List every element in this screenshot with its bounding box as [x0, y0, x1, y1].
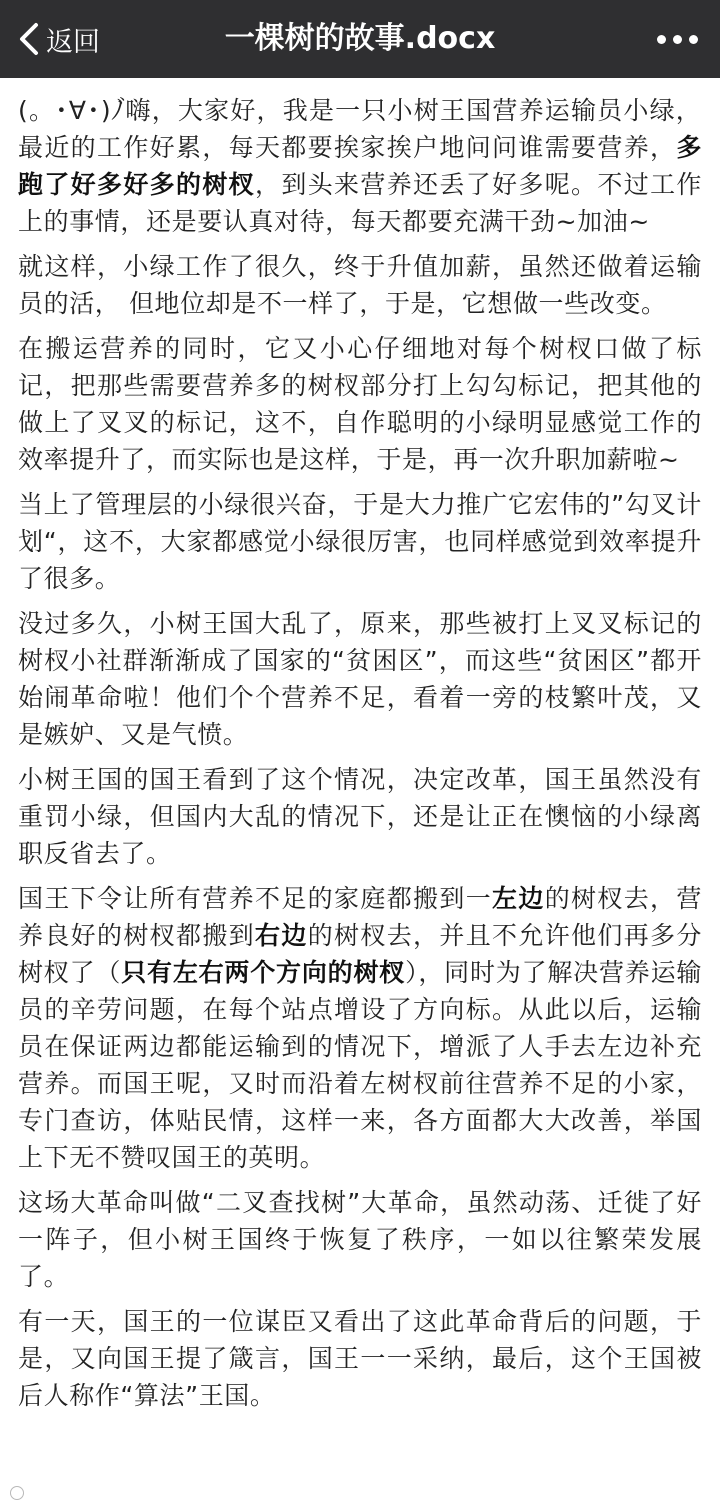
document-paragraph: [18, 248, 702, 322]
paragraph-text: 在搬运营养的同时，它又小心仔细地对每个树杈口做了标记，把那些需要营养多的树杈部分打上勾勾标记，把其他的做上了叉叉的标记，这不，自作聪明的小绿明显感觉工作的效率提升了，而实际也是这样，于是，再一次升职加薪啦~: [18, 334, 702, 474]
paragraph-text: 有一天，国王的一位谋臣又看出了这此革命背后的问题，于是，又向国王提了箴言，国王一一采纳，最后，这个王国被后人称作“算法”王国。: [18, 1307, 702, 1410]
more-icon: [657, 35, 698, 44]
chevron-left-icon: [18, 22, 40, 56]
back-button[interactable]: [18, 0, 100, 78]
document-paragraph: [18, 92, 702, 240]
paragraph-text: 的树杈去，并且不允许他们再多分树杈了（: [18, 921, 702, 987]
document-paragraph: [18, 605, 702, 753]
paragraph-text: ，到头来营养还丢了好多呢。不过工作上的事情，还是要认真对待，每天都要充满干劲~加油~: [18, 170, 703, 236]
document-paragraph: [18, 1184, 702, 1295]
watermark: [10, 1486, 24, 1500]
watermark-logo-icon: [10, 1486, 24, 1500]
document-title: 一棵树的故事.docx: [224, 21, 496, 56]
document-paragraph: [18, 880, 702, 1176]
bold-text: 只有左右两个方向的树杈: [121, 958, 406, 987]
top-navigation-bar: [0, 0, 720, 78]
paragraph-text: 这场大革命叫做“二叉查找树”大革命，虽然动荡、迁徙了好一阵子，但小树王国终于恢复了秩序，一如以往繁荣发展了。: [18, 1188, 702, 1291]
bold-text: 右边: [255, 921, 308, 950]
document-body: [18, 92, 702, 1422]
bold-text: 多跑了好多好多的树杈: [18, 133, 702, 199]
document-paragraph: [18, 1303, 702, 1414]
paragraph-text: 当上了管理层的小绿很兴奋，于是大力推广它宏伟的”勾叉计划“，这不，大家都感觉小绿很厉害，也同样感觉到效率提升了很多。: [18, 490, 702, 593]
back-label: 返回: [46, 26, 100, 58]
paragraph-text: 国王下令让所有营养不足的家庭都搬到一: [18, 884, 493, 913]
document-paragraph: [18, 761, 702, 872]
paragraph-text: 小树王国的国王看到了这个情况，决定改革，国王虽然没有重罚小绿，但国内大乱的情况下，还是让正在懊恼的小绿离职反省去了。: [18, 765, 702, 868]
more-button[interactable]: [657, 0, 698, 78]
bold-text: 左边: [492, 884, 545, 913]
paragraph-text: 的树杈去，营养良好的树杈都搬到: [18, 884, 702, 950]
paragraph-text: 就这样，小绿工作了很久，终于升值加薪，虽然还做着运输员的活， 但地位却是不一样了，于是，它想做一些改变。: [18, 252, 702, 318]
paragraph-text: (。･∀･)ﾉ゙嗨，大家好，我是一只小树王国营养运输员小绿，最近的工作好累，每天都要挨家挨户地问问谁需要营养，: [18, 96, 702, 162]
paragraph-text: ），同时为了解决营养运输员的辛劳问题，在每个站点增设了方向标。从此以后，运输员在保证两边都能运输到的情况下，增派了人手去左边补充营养。而国王呢，又时而沿着左树杈前往营养不足的小家，专门查访，体贴民情，这样一来，各方面都大大改善，举国上下无不赞叹国王的英明。: [18, 958, 702, 1172]
paragraph-text: 没过多久，小树王国大乱了，原来，那些被打上叉叉标记的树杈小社群渐渐成了国家的“贫困区”，而这些“贫困区”都开始闹革命啦！他们个个营养不足，看着一旁的枝繁叶茂，又是嫉妒、又是气愤。: [18, 609, 702, 749]
document-paragraph: [18, 330, 702, 478]
document-paragraph: [18, 486, 702, 597]
